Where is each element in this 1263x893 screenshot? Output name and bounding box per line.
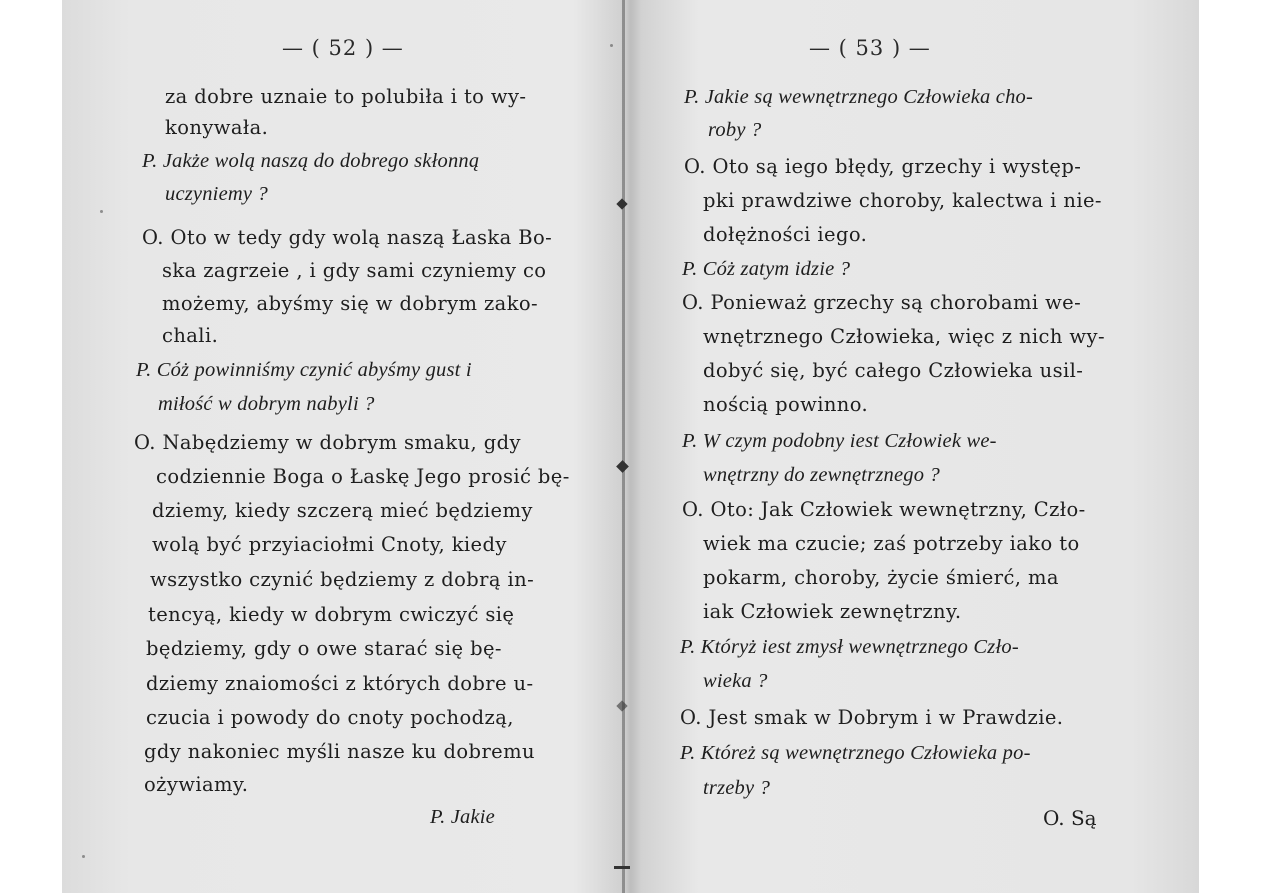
text-line: wnętrznego Człowieka, więc z nich wy- <box>703 325 1105 348</box>
question-line: wieka ? <box>703 670 768 692</box>
question-line: trzeby ? <box>703 777 771 799</box>
right-page <box>625 0 1199 893</box>
text-line: wiek ma czucie; zaś potrzeby iako to <box>703 532 1080 555</box>
text-line: za dobre uznaie to polubiła i to wy- <box>165 85 527 108</box>
answer-line: O. Oto w tedy gdy wolą naszą Łaska Bo- <box>142 226 553 249</box>
text-line: gdy nakoniec myśli nasze ku dobremu <box>144 740 535 763</box>
question-line: wnętrzny do zewnętrznego ? <box>703 464 940 486</box>
answer-line: O. Oto: Jak Człowiek wewnętrzny, Czło- <box>682 498 1086 521</box>
catchword: P. Jakie <box>430 806 495 828</box>
question-line: P. Jakże wolą naszą do dobrego skłonną <box>142 150 480 172</box>
text-line: konywała. <box>165 116 269 139</box>
question-line: P. W czym podobny iest Człowiek we- <box>682 430 997 452</box>
text-line: chali. <box>162 324 219 347</box>
text-line: pki prawdziwe choroby, kalectwa i nie- <box>703 189 1102 212</box>
left-page <box>62 0 622 893</box>
text-line: będziemy, gdy o owe starać się bę- <box>146 637 502 660</box>
text-line: pokarm, choroby, życie śmierć, ma <box>703 566 1059 589</box>
question-line: roby ? <box>708 119 762 141</box>
question-line: P. Któryż iest zmysł wewnętrznego Czło- <box>680 636 1019 658</box>
text-line: czucia i powody do cnoty pochodzą, <box>146 706 514 729</box>
question-line: P. Cóż zatym idzie ? <box>682 258 851 280</box>
text-line: dziemy, kiedy szczerą mieć będziemy <box>152 499 533 522</box>
text-line: tencyą, kiedy w dobrym cwiczyć się <box>148 603 515 626</box>
answer-line: O. Nabędziemy w dobrym smaku, gdy <box>134 431 521 454</box>
text-line: nością powinno. <box>703 393 869 416</box>
text-line: dziemy znaiomości z których dobre u- <box>146 672 534 695</box>
text-line: wolą być przyiaciołmi Cnoty, kiedy <box>152 533 507 556</box>
answer-line: O. Oto są iego błędy, grzechy i występ- <box>684 155 1082 178</box>
page-number-left: — ( 52 ) — <box>282 36 404 60</box>
text-line: ska zagrzeie , i gdy sami czyniemy co <box>162 259 547 282</box>
answer-line: O. Jest smak w Dobrym i w Prawdzie. <box>680 706 1064 729</box>
question-line: miłość w dobrym nabyli ? <box>158 393 375 415</box>
question-line: P. Jakie są wewnętrznego Człowieka cho- <box>684 86 1034 108</box>
answer-line: O. Ponieważ grzechy są chorobami we- <box>682 291 1082 314</box>
text-line: dołężności iego. <box>703 223 868 246</box>
text-line: ożywiamy. <box>144 773 249 796</box>
text-line: codziennie Boga o Łaskę Jego prosić bę- <box>156 465 570 488</box>
text-line: dobyć się, być całego Człowieka usil- <box>703 359 1084 382</box>
book-spread <box>62 0 1199 893</box>
text-line: możemy, abyśmy się w dobrym zako- <box>162 292 539 315</box>
text-line: iak Człowiek zewnętrzny. <box>703 600 962 623</box>
question-line: uczyniemy ? <box>165 183 268 205</box>
page-number-right: — ( 53 ) — <box>809 36 931 60</box>
text-line: wszystko czynić będziemy z dobrą in- <box>150 568 535 591</box>
question-line: P. Któreż są wewnętrznego Człowieka po- <box>680 742 1031 764</box>
catchword: O. Są <box>1043 806 1097 830</box>
question-line: P. Cóż powinniśmy czynić abyśmy gust i <box>136 359 472 381</box>
